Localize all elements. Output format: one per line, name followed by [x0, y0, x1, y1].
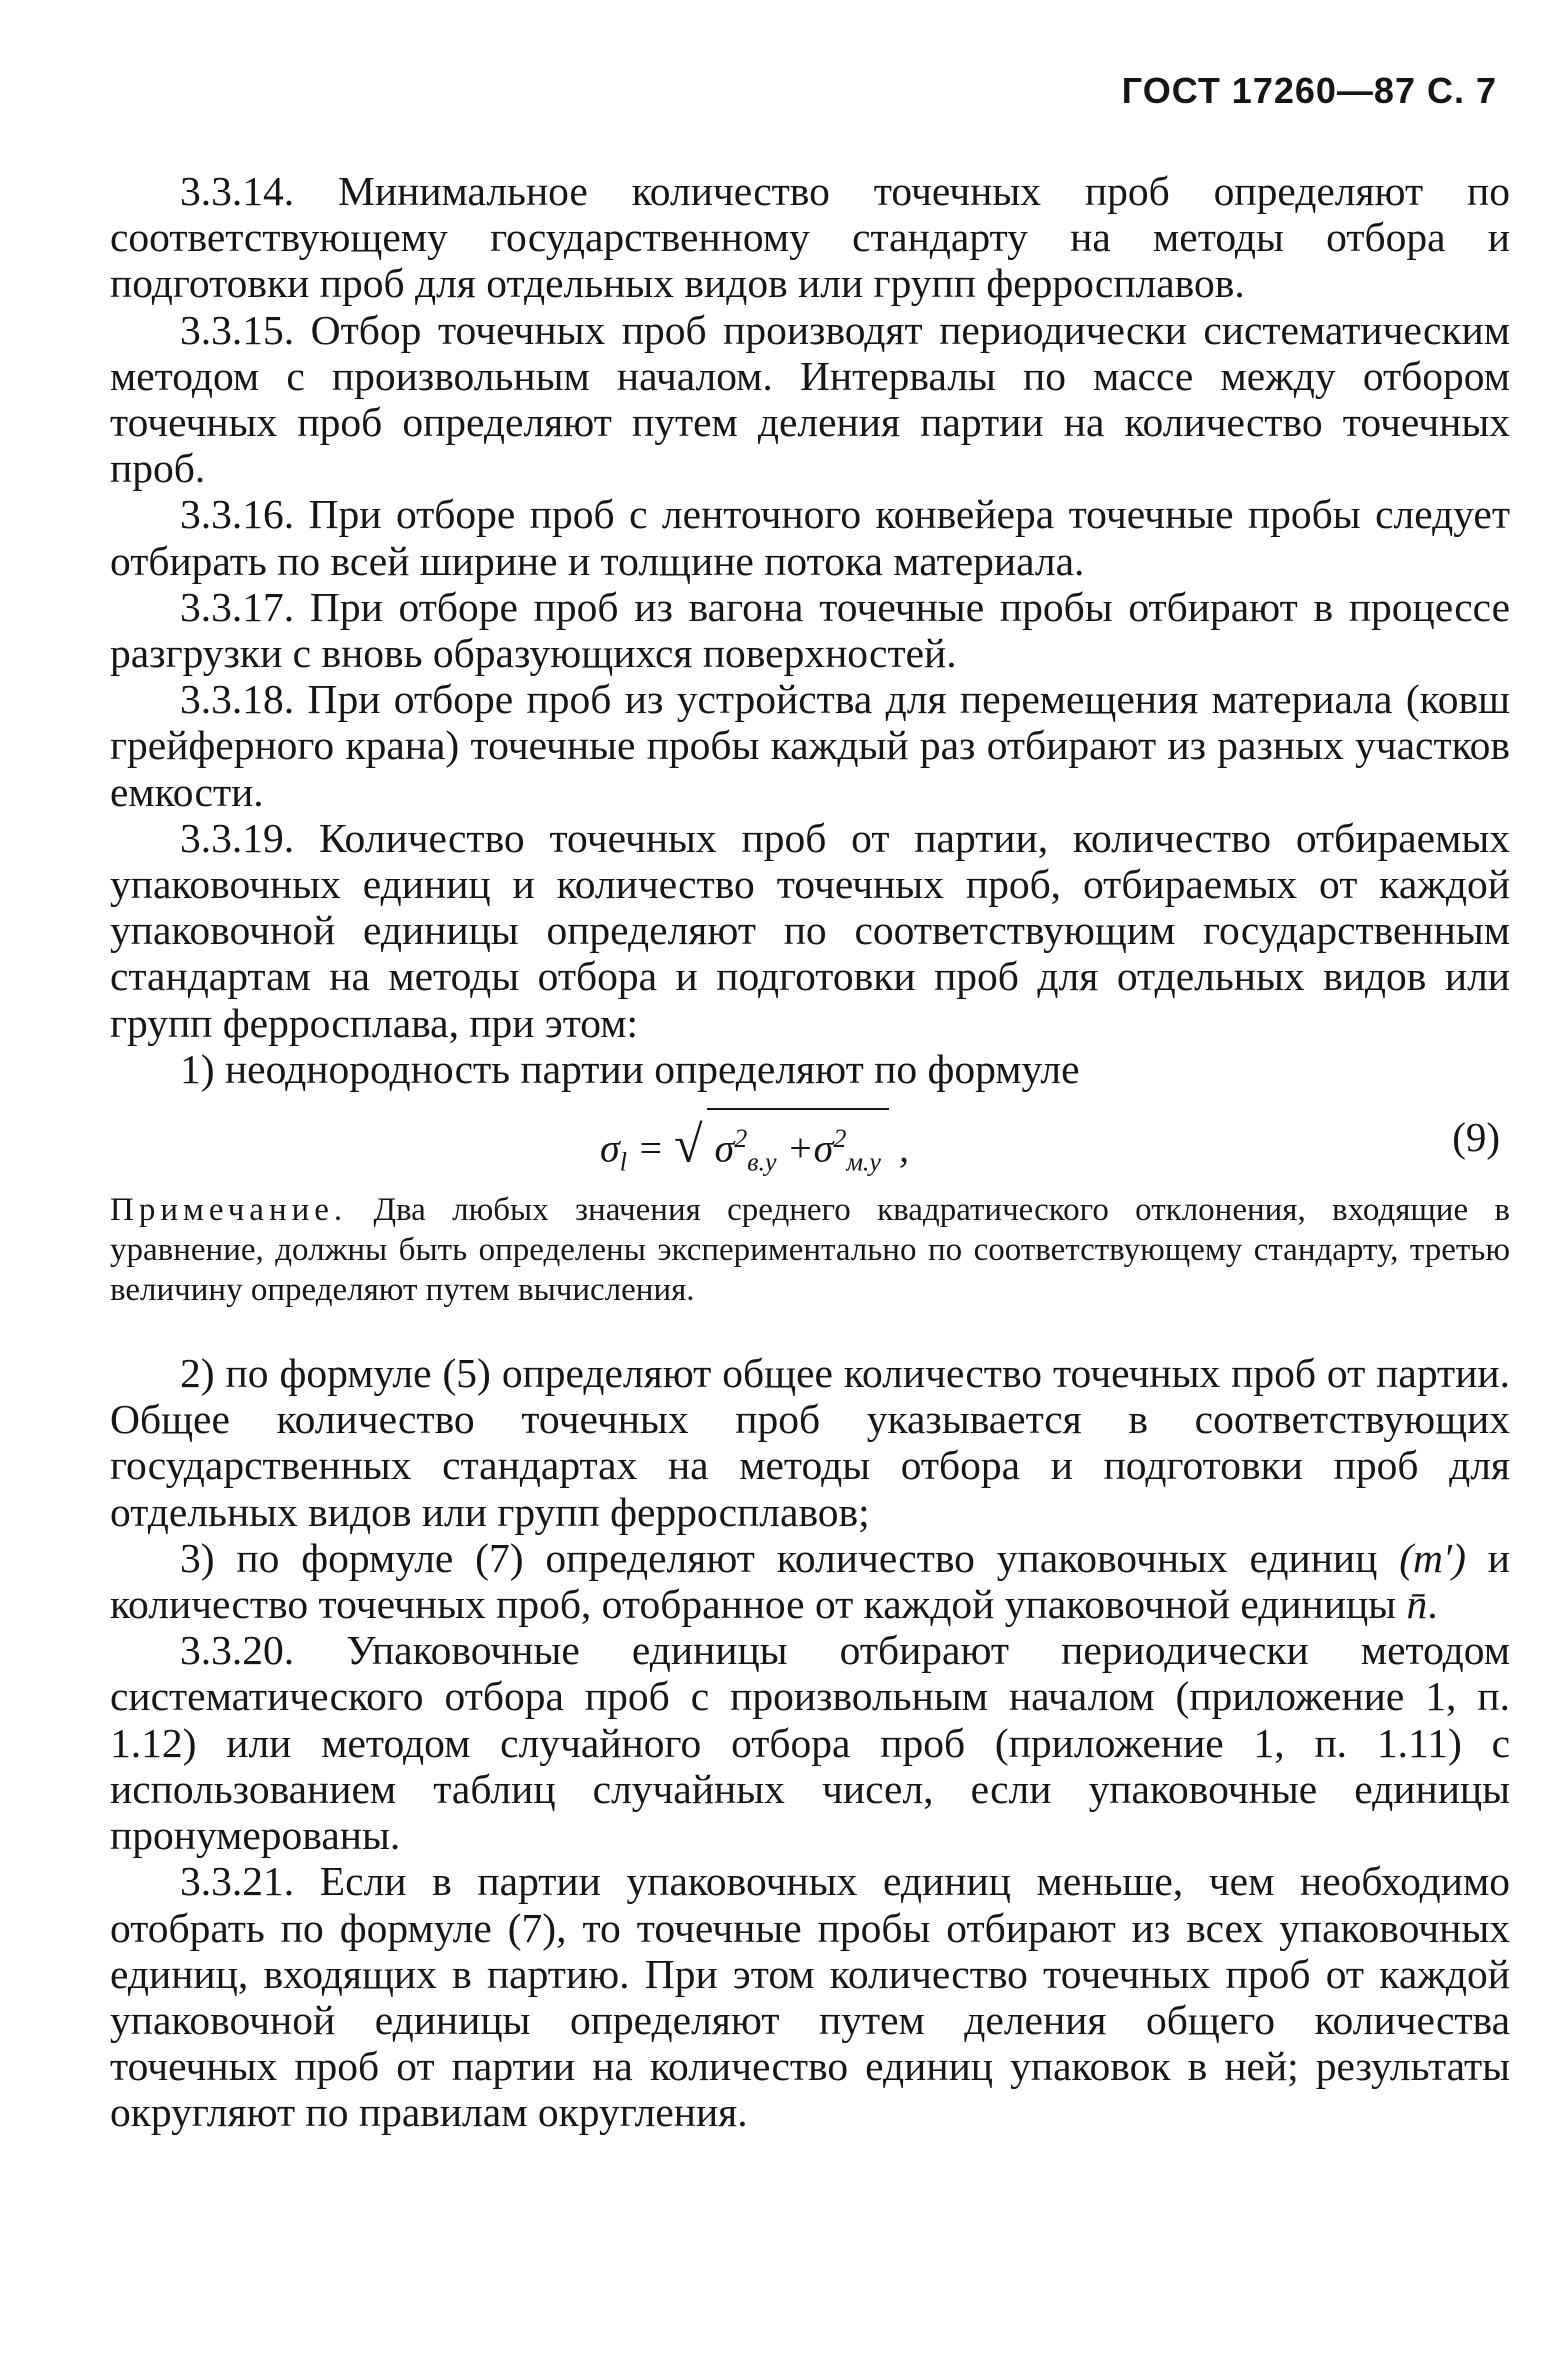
- list-item-3: [110, 1535, 1510, 1627]
- paragraph-3-3-21: 3.3.21. Если в партии упаковочных единиц меньше, чем необходимо отобрать по формуле (7), то точечные пробы отбирают из всех упаковочных единиц, входящих в партию. При этом количество точечных проб от каждой упаковочной единицы определяют путем деления общего количества точечных проб от партии на количество единиц упаковок в ней; результаты округляют по правилам округления.: [110, 1858, 1510, 2136]
- formula-equals: =: [636, 1125, 664, 1171]
- paragraph-3-3-15: 3.3.15. Отбор точечных проб производят периодически систематическим методом с произвольным началом. Интервалы по массе между отбором точечных проб определяют путем деления партии на количество точечных проб.: [110, 306, 1510, 492]
- formula-term1-sup: 2: [734, 1124, 748, 1154]
- formula-expression: [600, 1108, 909, 1186]
- spacer: [110, 1310, 1510, 1350]
- sqrt-sign-icon: √: [673, 1116, 703, 1174]
- formula-comma: ,: [898, 1125, 909, 1171]
- list-item-3-m: (m′): [1399, 1534, 1466, 1581]
- formula-term1: σ: [714, 1125, 735, 1171]
- formula-term2-sup: 2: [833, 1124, 847, 1154]
- formula-9: [110, 1098, 1510, 1190]
- list-item-3-text-b: и количество точечных проб, отобранное от каждой упаковочной единицы: [110, 1534, 1510, 1628]
- formula-term1-sub: в.у: [747, 1147, 777, 1177]
- paragraph-3-3-18: 3.3.18. При отборе проб из устройства для перемещения материала (ковш грейферного крана) точечные пробы каждый раз отбирают из разных участков емкости.: [110, 676, 1510, 815]
- paragraph-3-3-16: 3.3.16. При отборе проб с ленточного конвейера точечные пробы следует отбирать по всей ширине и толщине потока материала.: [110, 491, 1510, 584]
- formula-radicand: [707, 1108, 889, 1186]
- list-item-1: 1) неоднородность партии определяют по формуле: [180, 1045, 1080, 1092]
- note-text: Два любых значения среднего квадратического отклонения, входящие в уравнение, должны быть определены экспериментально по соответствующему стандарту, третью величину определяют путем вычисления.: [110, 1192, 1511, 1309]
- formula-plus: +: [786, 1125, 814, 1171]
- paragraph-3-3-19: 3.3.19. Количество точечных проб от партии, количество отбираемых упаковочных единиц и количество точечных проб, отбираемых от каждой упаковочной единицы определяют по соответствующим государственным стандартам на методы отбора и подготовки проб для отдельных видов или групп ферросплава, при этом:: [110, 814, 1510, 1046]
- formula-term2-sub: м.у: [846, 1147, 881, 1177]
- formula-lhs: σ: [600, 1125, 620, 1171]
- formula-term2: σ: [813, 1125, 834, 1171]
- document-body: [110, 168, 1510, 2136]
- formula-number: (9): [1452, 1114, 1500, 1161]
- note-label: Примечание.: [110, 1192, 348, 1229]
- list-item-3-text-a: 3) по формуле (7) определяют количество упаковочных единиц: [180, 1534, 1378, 1581]
- list-item-3-n: n̄: [1406, 1581, 1428, 1628]
- paragraph-3-3-14: 3.3.14. Минимальное количество точечных проб определяют по соответствующему государственному стандарту на методы отбора и подготовки проб для отдельных видов или групп ферросплавов.: [110, 168, 1510, 307]
- paragraph-3-3-20: 3.3.20. Упаковочные единицы отбирают периодически методом систематического отбора проб с произвольным началом (приложение 1, п. 1.12) или методом случайного отбора проб (приложение 1, п. 1.11) с использованием таблиц случайных чисел, если упаковочные единицы пронумерованы.: [110, 1627, 1510, 1859]
- running-header: ГОСТ 17260—87 С. 7: [1121, 70, 1497, 111]
- list-item-2: 2) по формуле (5) определяют общее количество точечных проб от партии. Общее количество точечных проб указывается в соответствующих государственных стандартах на методы отбора и подготовки проб для отдельных видов или групп ферросплавов;: [110, 1350, 1510, 1535]
- formula-lhs-sub: l: [619, 1147, 627, 1177]
- list-item-3-end: .: [1427, 1581, 1438, 1628]
- note: [110, 1190, 1510, 1310]
- paragraph-3-3-17: 3.3.17. При отборе проб из вагона точечные пробы отбирают в процессе разгрузки с вновь образующихся поверхностей.: [110, 583, 1510, 677]
